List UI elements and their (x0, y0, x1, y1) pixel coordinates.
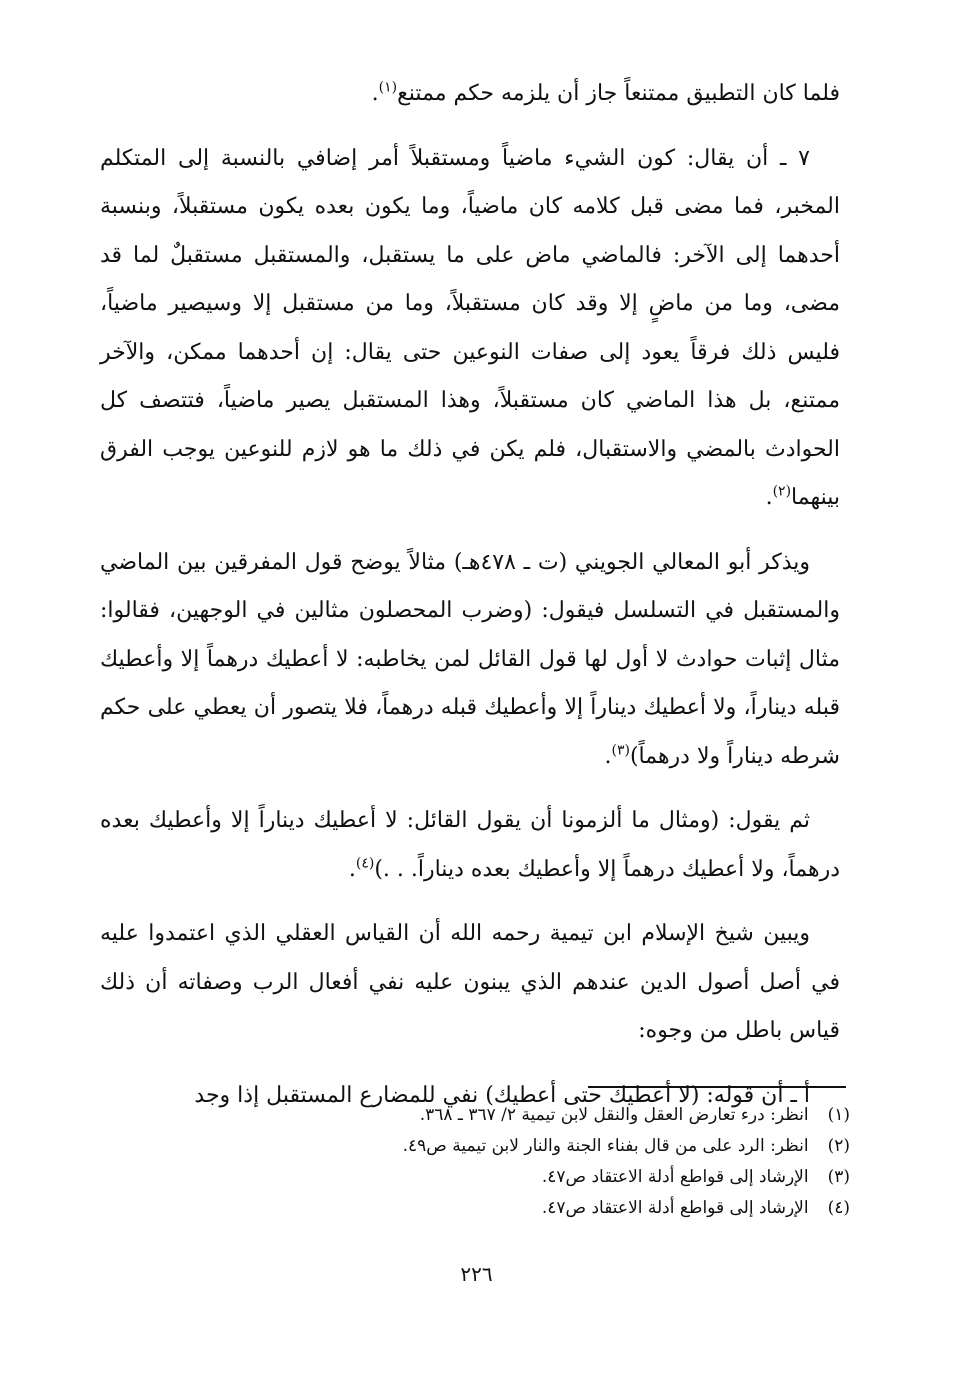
paragraph-tail: . (371, 81, 379, 106)
paragraph-tail: . (765, 485, 773, 510)
paragraph-tail: . (604, 743, 612, 769)
paragraph (100, 910, 840, 1056)
paragraph (100, 70, 840, 119)
paragraph-tail: . (348, 856, 356, 882)
footnote-text: انظر: الرد على من قال بفناء الجنة والنار لابن تيمية ص٤٩. (402, 1136, 809, 1156)
footnote-separator (588, 1086, 846, 1088)
footnote (100, 1131, 850, 1162)
footnote-separator-wrap (100, 1086, 846, 1088)
footnote-text: الإرشاد إلى قواطع أدلة الاعتقاد ص٤٧. (541, 1198, 809, 1218)
footnote-ref: (٢) (772, 483, 792, 500)
footnote-ref: (٤) (355, 855, 375, 872)
footnote-text: الإرشاد إلى قواطع أدلة الاعتقاد ص٤٧. (541, 1167, 809, 1187)
main-text (100, 70, 840, 1136)
footnote-text: انظر: درء تعارض العقل والنقل لابن تيمية ٢/ ٣٦٧ ـ ٣٦٨. (419, 1105, 809, 1125)
footnote-number: (٣) (827, 1167, 850, 1187)
footnotes (100, 1100, 850, 1224)
footnote-number: (١) (827, 1105, 850, 1125)
paragraph-text: ٧ ـ أن يقال: كون الشيء ماضياً ومستقبلاً أمر إضافي بالنسبة إلى المتكلم المخبر، فما مضى قبل كلامه كان ماضياً، وما يكون بعده يكون مستقبلاً، وبنسبة أحدهما إلى الآخر: فالماضي ماض على ما يستقبل، والمستقبل مستقبلٌ لما قد مضى، وما من ماضٍ إلا وقد كان مستقبلاً، وما من مستقبل إلا وسيصير ماضياً، فليس ذلك فرقاً يعود إلى صفات النوعين حتى يقال: إن أحدهما ممكن، والآخر ممتنع، بل هذا الماضي كان مستقبلاً، وهذا المستقبل يصير ماضياً، فتتصف كل الحوادث بالمضي والاستقبال، فلم يكن في ذلك ما هو لازم للنوعين يوجب الفرق بينهما (100, 145, 840, 510)
footnote-number: (٢) (827, 1136, 850, 1156)
footnote-number: (٤) (827, 1198, 850, 1218)
footnote-ref: (٣) (611, 742, 630, 759)
paragraph-text: ويذكر أبو المعالي الجويني (ت ـ ٤٧٨هـ) مثالاً يوضح قول المفرقين بين الماضي والمستقبل في التسلسل فيقول: (وضرب المحصلون مثالين في الوجهين، فقالوا: مثال إثبات حوادث لا أول لها قول القائل لمن يخاطبه: لا أعطيك درهماً إلا وأعطيك قبله ديناراً، ولا أعطيك ديناراً إلا وأعطيك قبله درهماً، فلا يتصور أن يعطي على حكم شرطه ديناراً ولا درهماً) (100, 549, 840, 769)
footnote-ref: (١) (378, 79, 398, 96)
paragraph (100, 539, 840, 782)
paragraph-text: أ ـ أن قوله: (لا أعطيك حتى أعطيك) نفي للمضارع المستقبل إذا وجد (194, 1082, 810, 1108)
paragraph-text: فلما كان التطبيق ممتنعاً جاز أن يلزمه حكم ممتنع (397, 81, 840, 106)
footnote (100, 1162, 850, 1193)
paragraph-text: ويبين شيخ الإسلام ابن تيمية رحمه الله أن القياس العقلي الذي اعتمدوا عليه في أصل أصول الدين عندهم الذي يبنون عليه نفي أفعال الرب وصفاته أن ذلك قياس باطل من وجوه: (100, 921, 840, 1043)
paragraph-text: ثم يقول: (ومثال ما ألزمونا أن يقول القائل: لا أعطيك ديناراً إلا وأعطيك بعده درهماً، ولا أعطيك درهماً إلا وأعطيك بعده ديناراً. . .) (100, 808, 840, 882)
footnote (100, 1193, 850, 1224)
paragraph (100, 797, 840, 894)
paragraph (100, 135, 840, 523)
page-number: ٢٢٦ (460, 1262, 493, 1286)
footnote (100, 1100, 850, 1131)
